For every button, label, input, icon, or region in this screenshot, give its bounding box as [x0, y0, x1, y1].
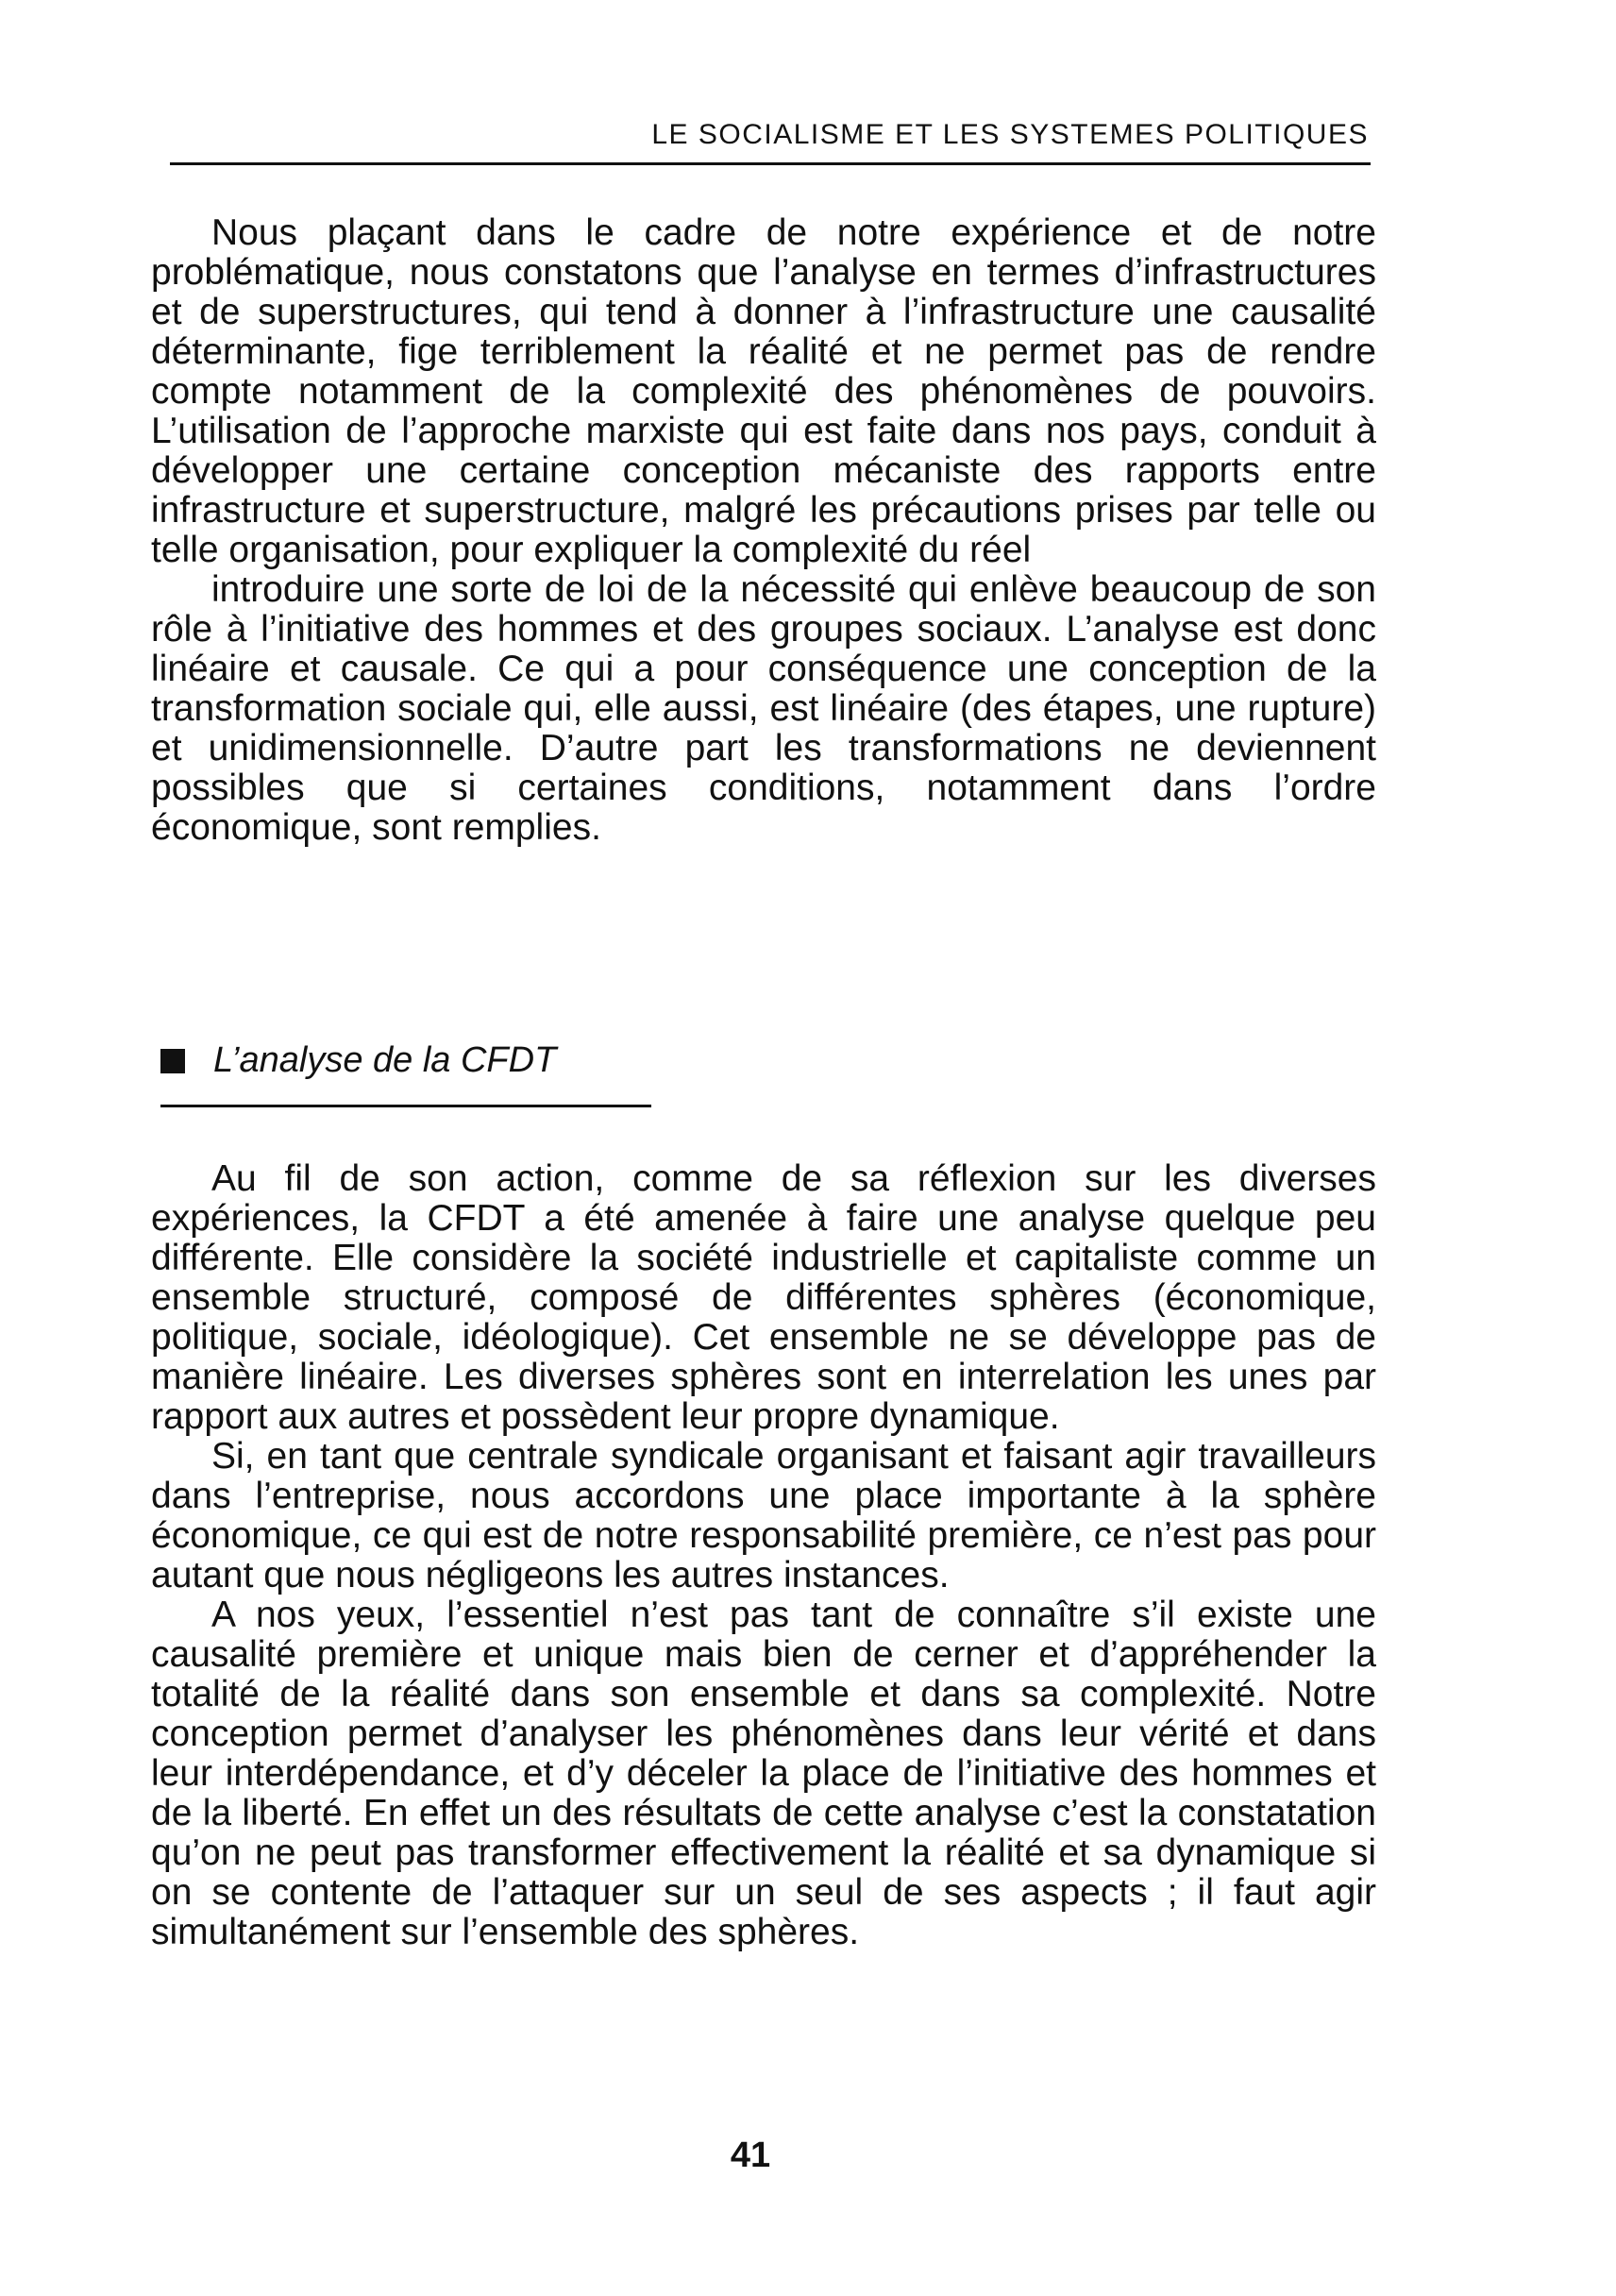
paragraph: introduire une sorte de loi de la nécessité qui enlève beaucoup de son rôle à l’initiative des hommes et des groupes sociaux. L’analyse est donc linéaire et causale. Ce qui a pour conséquence une conception de la transformation sociale qui, elle aussi, est linéaire (des étapes, une rupture) et unidimensionnelle. D’autre part les transformations ne deviennent possibles que si certaines conditions, notamment dans l’ordre économique, sont remplies.	[151, 569, 1376, 848]
section-heading	[160, 1040, 556, 1081]
section-heading-text: L’analyse de la CFDT	[213, 1040, 557, 1080]
running-header: LE SOCIALISME ET LES SYSTEMES POLITIQUES	[651, 119, 1369, 150]
paragraph: A nos yeux, l’essentiel n’est pas tant de connaître s’il existe une causalité première et unique mais bien de cerner et d’appréhender la totalité de la réalité dans son ensemble et dans sa complexité. Notre conception permet d’analyser les phénomènes dans leur vérité et dans leur interdépendance, et d’y déceler la place de l’initiative des hommes et de la liberté. En effet un des résultats de cette analyse c’est la constatation qu’on ne peut pas transformer effectivement la réalité et sa dynamique si on se contente de l’attaquer sur un seul de ses aspects ; il faut agir simultanément sur l’ensemble des sphères.	[151, 1595, 1376, 1952]
paragraph: Au fil de son action, comme de sa réflexion sur les diverses expériences, la CFDT a été amenée à faire une analyse quelque peu différente. Elle considère la société industrielle et capitaliste comme un ensemble structuré, composé de différentes sphères (économique, politique, sociale, idéologique). Cet ensemble ne se développe pas de manière linéaire. Les diverses sphères sont en interrelation les unes par rapport aux autres et possèdent leur propre dynamique.	[151, 1158, 1376, 1437]
header-rule	[170, 162, 1371, 165]
paragraph: Si, en tant que centrale syndicale organisant et faisant agir travailleurs dans l’entreprise, nous accordons une place importante à la sphère économique, ce qui est de notre responsabilité première, ce n’est pas pour autant que nous négligeons les autres instances.	[151, 1436, 1376, 1595]
section-heading-rule	[160, 1105, 651, 1107]
body-text-bottom	[151, 1159, 1376, 1952]
body-text-top	[151, 213, 1376, 848]
square-bullet-icon	[160, 1049, 185, 1073]
page-number: 41	[730, 2136, 771, 2175]
paragraph: Nous plaçant dans le cadre de notre expérience et de notre problématique, nous constatons que l’analyse en termes d’infrastructures et de superstructures, qui tend à donner à l’infrastructure une causalité déterminante, fige terriblement la réalité et ne permet pas de rendre compte notamment de la complexité des phénomènes de pouvoirs. L’utilisation de l’approche marxiste qui est faite dans nos pays, conduit à développer une certaine conception mécaniste des rapports entre infrastructure et superstructure, malgré les précautions prises par telle ou telle organisation, pour expliquer la complexité du réel	[151, 212, 1376, 570]
